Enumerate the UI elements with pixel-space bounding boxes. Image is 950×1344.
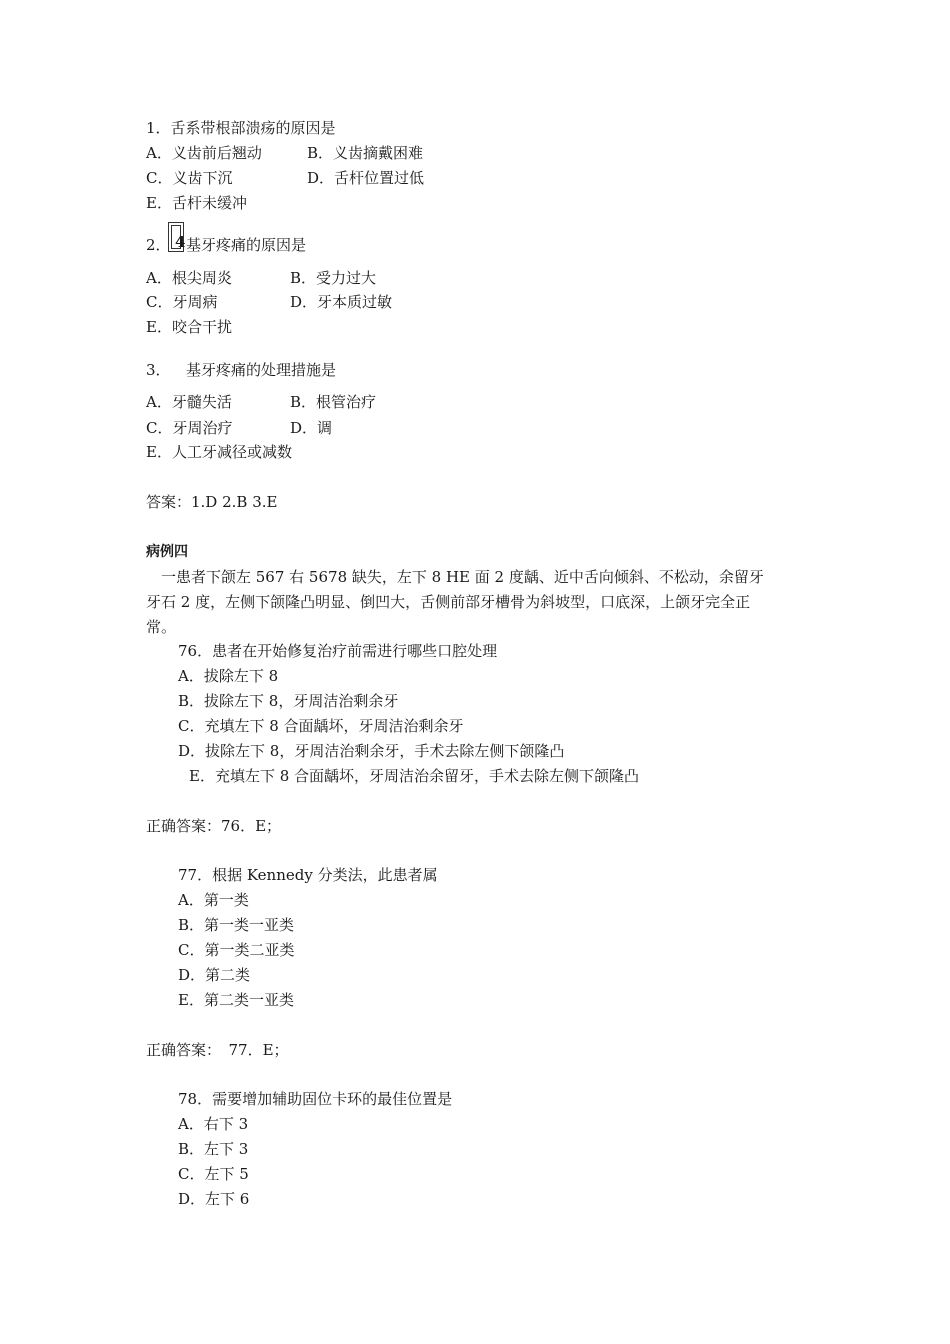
q76-answer: 正确答案：76．E；	[146, 817, 282, 835]
q1-option-a: A．义齿前后翘动	[146, 144, 262, 162]
q77-stem: 77．根据 Kennedy 分类法，此患者属	[178, 866, 438, 884]
q76-stem: 76．患者在开始修复治疗前需进行哪些口腔处理	[178, 642, 498, 660]
q76-option-c: C．充填左下 8 合面龋坏，牙周洁治剩余牙	[178, 717, 464, 735]
q2-option-d: D．牙本质过敏	[290, 293, 393, 311]
case-paragraph-line-1: 一患者下颌左 567 右 5678 缺失，左下 8 HE 面 2 度龋、近中舌向倾斜、不松动，余留牙	[161, 568, 764, 586]
q76-option-e: E．充填左下 8 合面龋坏，牙周洁治余留牙，手术去除左侧下颌隆凸	[189, 767, 640, 785]
q1-option-e: E．舌杆未缓冲	[146, 194, 247, 212]
q2-number: 2．	[146, 236, 171, 254]
q2-option-a: A．根尖周炎	[146, 269, 232, 287]
q1-option-c: C．义齿下沉	[146, 169, 233, 187]
q3-number: 3．	[146, 361, 171, 379]
q3-option-d: D．调	[290, 419, 333, 437]
q2-option-b: B．受力过大	[290, 269, 377, 287]
q78-option-c: C．左下 5	[178, 1165, 249, 1183]
q2-option-e: E．咬合干扰	[146, 318, 232, 336]
q1-stem: 1．舌系带根部溃疡的原因是	[146, 119, 336, 137]
q78-option-a: A．右下 3	[178, 1115, 249, 1133]
q3-option-b: B．根管治疗	[290, 393, 377, 411]
q76-option-d: D．拔除左下 8，牙周洁治剩余牙，手术去除左侧下颌隆凸	[178, 742, 565, 760]
case-paragraph-line-2: 牙石 2 度，左侧下颌隆凸明显、倒凹大，舌侧前部牙槽骨为斜坡型，口底深，上颌牙完全正	[146, 593, 751, 611]
q3-option-e: E．人工牙减径或减数	[146, 443, 292, 461]
q3-stem: 基牙疼痛的处理措施是	[186, 361, 337, 379]
q77-option-c: C．第一类二亚类	[178, 941, 295, 959]
case-title: 病例四	[146, 544, 188, 560]
q77-option-a: A．第一类	[178, 891, 249, 909]
answer-1-3: 答案：1.D 2.B 3.E	[146, 493, 278, 511]
q2-stem: 基牙疼痛的原因是	[186, 236, 307, 254]
case-paragraph-line-3: 常。	[146, 618, 177, 636]
q1-option-d: D．舌杆位置过低	[307, 169, 425, 187]
boxed-number: 4	[175, 233, 186, 251]
q77-option-e: E．第二类一亚类	[178, 991, 294, 1009]
q76-option-a: A．拔除左下 8	[178, 667, 279, 685]
q78-option-d: D．左下 6	[178, 1190, 250, 1208]
q78-stem: 78．需要增加辅助固位卡环的最佳位置是	[178, 1090, 453, 1108]
q77-option-b: B．第一类一亚类	[178, 916, 295, 934]
q78-option-b: B．左下 3	[178, 1140, 249, 1158]
q3-option-c: C．牙周治疗	[146, 419, 233, 437]
q2-option-c: C．牙周病	[146, 293, 218, 311]
q77-answer: 正确答案： 77．E；	[146, 1041, 289, 1059]
q77-option-d: D．第二类	[178, 966, 251, 984]
q1-option-b: B．义齿摘戴困难	[307, 144, 424, 162]
q76-option-b: B．拔除左下 8，牙周洁治剩余牙	[178, 692, 399, 710]
q3-option-a: A．牙髓失活	[146, 393, 232, 411]
